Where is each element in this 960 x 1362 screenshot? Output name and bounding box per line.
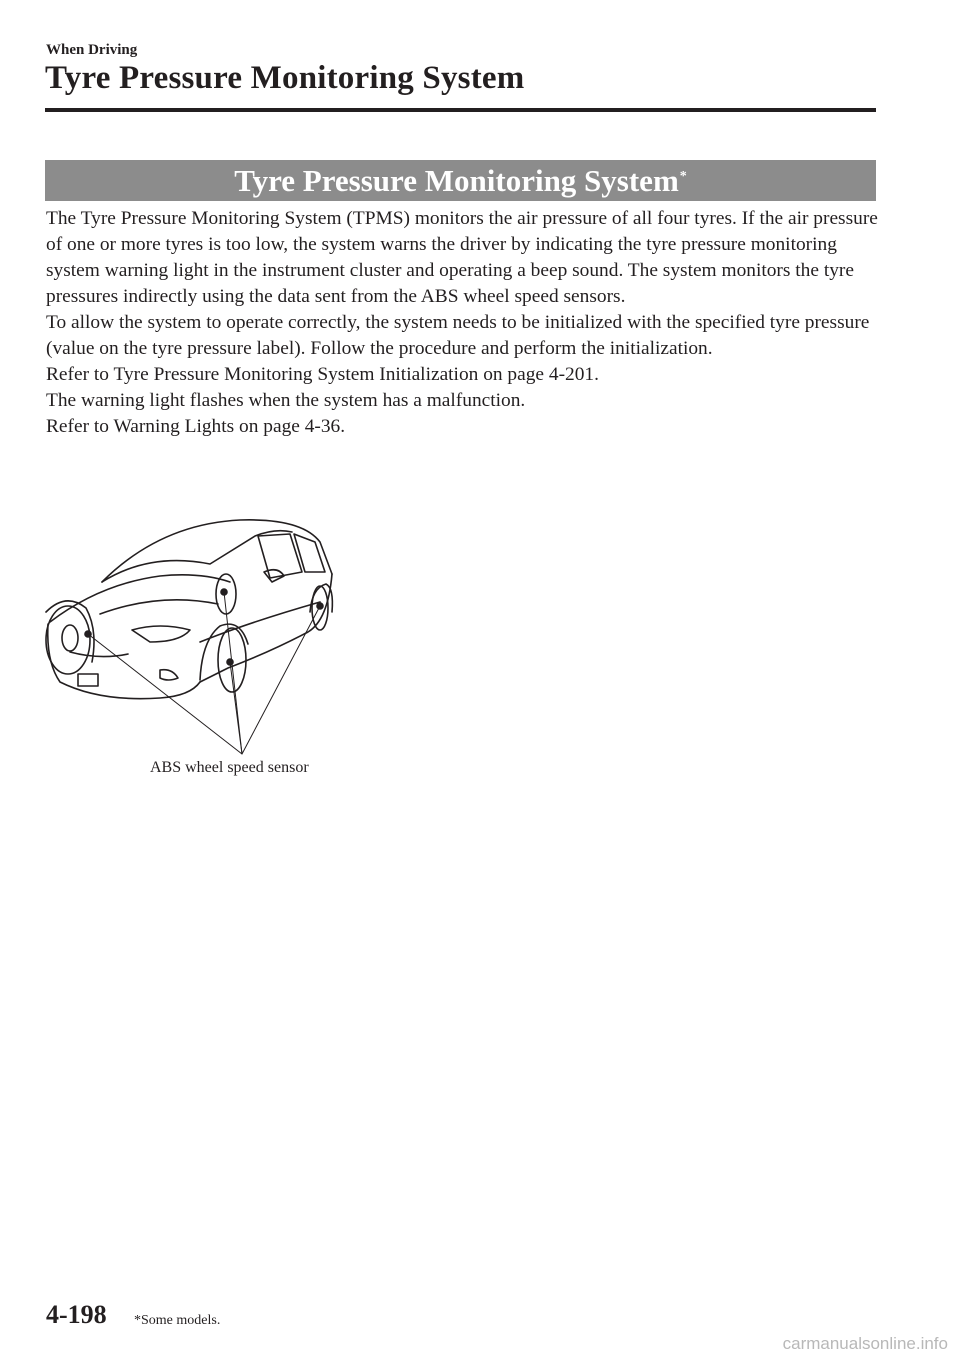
watermark: carmanualsonline.info <box>782 1334 948 1353</box>
chapter-title: Tyre Pressure Monitoring System <box>45 60 525 96</box>
paragraph: To allow the system to operate correctly, the system needs to be initialized with the specified tyre pressure (value on the tyre pressure label). Follow the procedure and perform the initialization. <box>46 312 870 359</box>
paragraph: The Tyre Pressure Monitoring System (TPMS) monitors the air pressure of all four tyres. If the air pressure of one or more tyres is too low, the system warns the driver by indicating the tyre pressure monitoring system warning light in the instrument cluster and operating a beep sound. The system monitors the tyre pressures indirectly using the data sent from the ABS wheel speed sensors. <box>46 208 878 307</box>
car-hood <box>50 575 230 622</box>
car-headlight <box>132 626 190 642</box>
page-number: 4-198 <box>46 1300 107 1329</box>
front-left-hub <box>62 625 78 651</box>
front-left-wheel <box>46 606 90 674</box>
footnote: *Some models. <box>134 1313 221 1328</box>
figure-caption: ABS wheel speed sensor <box>150 759 309 776</box>
leader-line <box>242 606 320 754</box>
section-title: Tyre Pressure Monitoring System <box>234 163 679 198</box>
section-title-bar <box>45 160 876 201</box>
section-label: When Driving <box>46 42 138 58</box>
paragraph-reference: Refer to Warning Lights on page 4-36. <box>46 416 346 437</box>
paragraph: The warning light flashes when the system has a malfunction. <box>46 390 526 411</box>
leader-line <box>224 592 242 754</box>
paragraph-reference: Refer to Tyre Pressure Monitoring System Initialization on page 4-201. <box>46 364 599 385</box>
car-fog-light <box>160 670 178 680</box>
body-text <box>46 206 880 440</box>
car-illustration <box>40 512 340 762</box>
car-hood-crease <box>100 600 218 614</box>
header-rule <box>45 108 876 112</box>
footnote-marker: * <box>679 169 687 184</box>
car-side-body <box>200 574 332 682</box>
car-grille <box>70 652 128 657</box>
car-license-plate <box>78 674 98 686</box>
car-rear-window <box>294 534 325 572</box>
